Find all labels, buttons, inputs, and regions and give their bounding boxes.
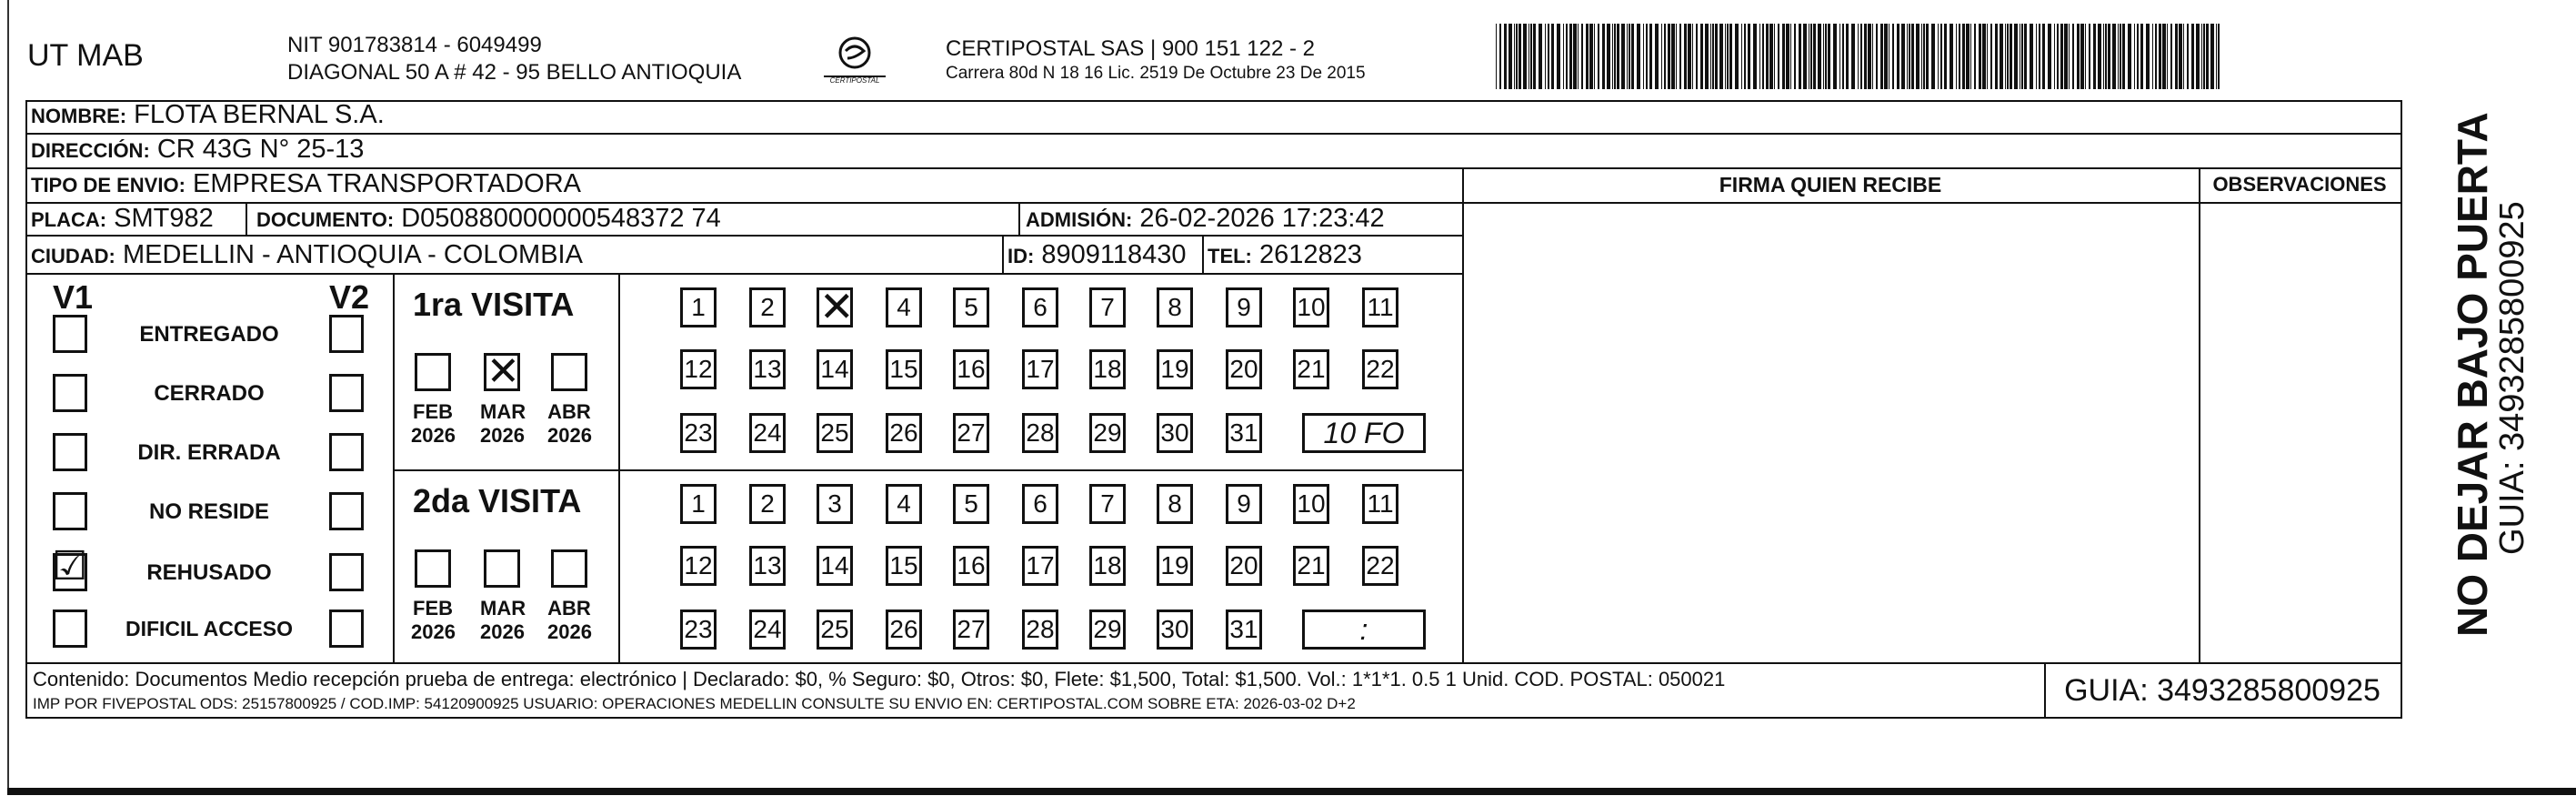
documento-value: D050880000000548372 74 [401, 204, 721, 233]
day-box[interactable]: 9 [1226, 287, 1262, 327]
day-box[interactable]: 8 [1157, 484, 1193, 524]
month-label: FEB [413, 597, 453, 620]
month-checkbox[interactable] [415, 549, 451, 588]
day-box[interactable]: 30 [1157, 610, 1193, 650]
day-box[interactable]: 10 [1293, 484, 1329, 524]
day-box[interactable]: 19 [1157, 349, 1193, 389]
day-box[interactable]: 5 [953, 287, 989, 327]
firma-area[interactable] [1464, 204, 2197, 660]
day-box[interactable]: 12 [680, 546, 717, 586]
day-box[interactable]: 24 [749, 610, 786, 650]
v1-checkbox[interactable] [53, 610, 87, 648]
day-box[interactable]: 28 [1022, 413, 1058, 453]
v2-checkbox[interactable] [329, 553, 364, 591]
day-box[interactable]: 25 [817, 413, 853, 453]
day-box[interactable]: 30 [1157, 413, 1193, 453]
documento-row [256, 204, 721, 234]
barcode-icon [1496, 24, 2223, 89]
day-box[interactable]: 3 [817, 484, 853, 524]
logo-text: CERTIPOSTAL [829, 76, 880, 85]
day-box[interactable]: 18 [1089, 349, 1126, 389]
day-box[interactable]: 17 [1022, 546, 1058, 586]
nombre-row [31, 100, 385, 130]
check-mark-icon: ☑ [52, 544, 88, 589]
time-box[interactable]: 10 FO [1302, 413, 1426, 453]
v1-checkbox[interactable] [53, 492, 87, 530]
footer-guia: GUIA: 3493285800925 [2064, 673, 2381, 708]
day-box[interactable]: 20 [1226, 546, 1262, 586]
ciudad-value: MEDELLIN - ANTIOQUIA - COLOMBIA [122, 240, 583, 269]
day-box[interactable]: 15 [886, 546, 922, 586]
v2-checkbox[interactable] [329, 315, 364, 353]
v2-checkbox[interactable] [329, 374, 364, 412]
v1-label: V1 [53, 278, 94, 316]
tel-row [1208, 240, 1362, 270]
side-guia: GUIA: 3493285800925 [2493, 201, 2531, 555]
day-box[interactable]: 26 [886, 610, 922, 650]
time-box[interactable]: : [1302, 610, 1426, 650]
day-box[interactable]: 1 [680, 484, 717, 524]
status-label: DIFICIL ACCESO [125, 617, 293, 640]
day-box[interactable]: 22 [1362, 349, 1398, 389]
side-warning: NO DEJAR BAJO PUERTA [2449, 112, 2496, 637]
year-label: 2026 [411, 620, 456, 643]
day-box[interactable]: 7 [1089, 484, 1126, 524]
status-label: DIR. ERRADA [137, 440, 281, 465]
nit: NIT 901783814 - 6049499 [287, 33, 542, 57]
day-box[interactable]: 15 [886, 349, 922, 389]
day-box[interactable]: 27 [953, 610, 989, 650]
day-box[interactable]: 4 [886, 287, 922, 327]
month-label: ABR [547, 597, 591, 620]
tipo-value: EMPRESA TRANSPORTADORA [192, 169, 582, 198]
certipostal-line1: CERTIPOSTAL SAS | 900 151 122 - 2 [946, 36, 1315, 61]
v1-checkbox[interactable] [53, 374, 87, 412]
day-box[interactable]: 13 [749, 546, 786, 586]
tipo-label: TIPO DE ENVIO: [31, 174, 185, 196]
v2-checkbox[interactable] [329, 610, 364, 648]
ciudad-row [31, 240, 583, 270]
company-name: UT MAB [27, 38, 144, 73]
day-box[interactable]: 7 [1089, 287, 1126, 327]
month-label: MAR [480, 400, 526, 423]
admision-value: 26-02-2026 17:23:42 [1139, 204, 1385, 233]
v2-label: V2 [329, 278, 370, 316]
day-box[interactable]: 6 [1022, 287, 1058, 327]
day-box[interactable]: 21 [1293, 546, 1329, 586]
month-checkbox[interactable] [551, 549, 587, 588]
company-address: DIAGONAL 50 A # 42 - 95 BELLO ANTIOQUIA [287, 60, 742, 85]
certipostal-line2: Carrera 80d N 18 16 Lic. 2519 De Octubre 23 De 2015 [946, 64, 1366, 83]
admision-label: ADMISIÓN: [1026, 208, 1133, 231]
day-box[interactable]: 31 [1226, 413, 1262, 453]
status-label: ENTREGADO [139, 322, 279, 347]
id-label: ID: [1007, 245, 1035, 267]
day-box[interactable]: 13 [749, 349, 786, 389]
day-box[interactable]: 1 [680, 287, 717, 327]
day-box[interactable]: 14 [817, 546, 853, 586]
visit-title: 2da VISITA [413, 482, 582, 519]
observaciones-label: OBSERVACIONES [2212, 173, 2387, 196]
day-box[interactable]: 16 [953, 349, 989, 389]
tipo-row [31, 169, 581, 199]
month-checkbox[interactable] [484, 349, 520, 394]
day-box[interactable]: 4 [886, 484, 922, 524]
certipostal-logo-icon [818, 31, 891, 95]
v1-checkbox[interactable] [53, 433, 87, 471]
month-label: ABR [547, 400, 591, 423]
v1-checkbox[interactable] [53, 315, 87, 353]
x-mark-icon: ✕ [819, 283, 855, 330]
day-box[interactable]: 29 [1089, 413, 1126, 453]
day-box[interactable]: 31 [1226, 610, 1262, 650]
year-label: 2026 [411, 424, 456, 447]
year-label: 2026 [547, 424, 592, 447]
day-box[interactable]: 8 [1157, 287, 1193, 327]
day-box[interactable]: 29 [1089, 610, 1126, 650]
day-box[interactable]: 5 [953, 484, 989, 524]
month-label: FEB [413, 400, 453, 423]
day-box[interactable]: 16 [953, 546, 989, 586]
year-label: 2026 [480, 620, 525, 643]
visit-title: 1ra VISITA [413, 286, 575, 323]
day-box[interactable]: 27 [953, 413, 989, 453]
direccion-value: CR 43G N° 25-13 [156, 135, 365, 164]
tel-label: TEL: [1208, 245, 1252, 267]
placa-row [31, 204, 214, 234]
day-box[interactable]: 9 [1226, 484, 1262, 524]
month-checkbox[interactable] [484, 549, 520, 588]
day-box[interactable]: 11 [1362, 484, 1398, 524]
day-box[interactable]: 6 [1022, 484, 1058, 524]
ciudad-label: CIUDAD: [31, 245, 115, 267]
year-label: 2026 [480, 424, 525, 447]
tel-value: 2612823 [1258, 240, 1362, 269]
v2-checkbox[interactable] [329, 433, 364, 471]
day-box[interactable]: 20 [1226, 349, 1262, 389]
day-box[interactable]: 21 [1293, 349, 1329, 389]
day-box[interactable]: 17 [1022, 349, 1058, 389]
day-box[interactable]: 12 [680, 349, 717, 389]
day-box[interactable] [817, 283, 855, 330]
year-label: 2026 [547, 620, 592, 643]
day-box[interactable]: 25 [817, 610, 853, 650]
day-box[interactable]: 28 [1022, 610, 1058, 650]
month-checkbox[interactable] [551, 353, 587, 391]
firma-label: FIRMA QUIEN RECIBE [1719, 173, 1942, 196]
day-box[interactable]: 26 [886, 413, 922, 453]
documento-label: DOCUMENTO: [256, 208, 395, 231]
footer-line1: Contenido: Documentos Medio recepción prueba de entrega: electrónico | Declarado: $0, % Seguro: $0, Otros: $0, Flete: $1,500, Total: $1,500. Vol.: 1*1*1. 0.5 1 Unid. COD. POSTAL: 050021 [33, 668, 1726, 690]
day-box[interactable]: 18 [1089, 546, 1126, 586]
status-label: REHUSADO [146, 560, 272, 585]
nombre-value: FLOTA BERNAL S.A. [134, 100, 385, 129]
day-box[interactable]: 10 [1293, 287, 1329, 327]
direccion-row [31, 135, 364, 165]
day-box[interactable]: 22 [1362, 546, 1398, 586]
day-box[interactable]: 2 [749, 287, 786, 327]
id-value: 8909118430 [1041, 240, 1187, 269]
day-box[interactable]: 23 [680, 413, 717, 453]
id-row [1007, 240, 1187, 270]
day-box[interactable]: 19 [1157, 546, 1193, 586]
day-box[interactable]: 24 [749, 413, 786, 453]
direccion-label: DIRECCIÓN: [31, 139, 150, 162]
observaciones-area[interactable] [2200, 204, 2399, 660]
placa-label: PLACA: [31, 208, 107, 231]
day-box[interactable]: 2 [749, 484, 786, 524]
status-label: CERRADO [154, 381, 265, 406]
status-label: NO RESIDE [148, 499, 270, 524]
v2-checkbox[interactable] [329, 492, 364, 530]
x-mark-icon: ✕ [486, 349, 520, 394]
placa-value: SMT982 [114, 204, 214, 233]
month-label: MAR [480, 597, 526, 620]
nombre-label: NOMBRE: [31, 105, 127, 127]
footer-line2: IMP POR FIVEPOSTAL ODS: 25157800925 / COD.IMP: 54120900925 USUARIO: OPERACIONES MEDELLIN CONSULTE SU ENVIO EN: CERTIPOSTAL.COM SOBRE ETA: 2026-03-02 D+2 [33, 695, 1356, 712]
day-box[interactable]: 14 [817, 349, 853, 389]
admision-row [1026, 204, 1385, 234]
month-checkbox[interactable] [415, 353, 451, 391]
day-box[interactable]: 23 [680, 610, 717, 650]
v1-checkbox[interactable] [52, 544, 88, 591]
day-box[interactable]: 11 [1362, 287, 1398, 327]
